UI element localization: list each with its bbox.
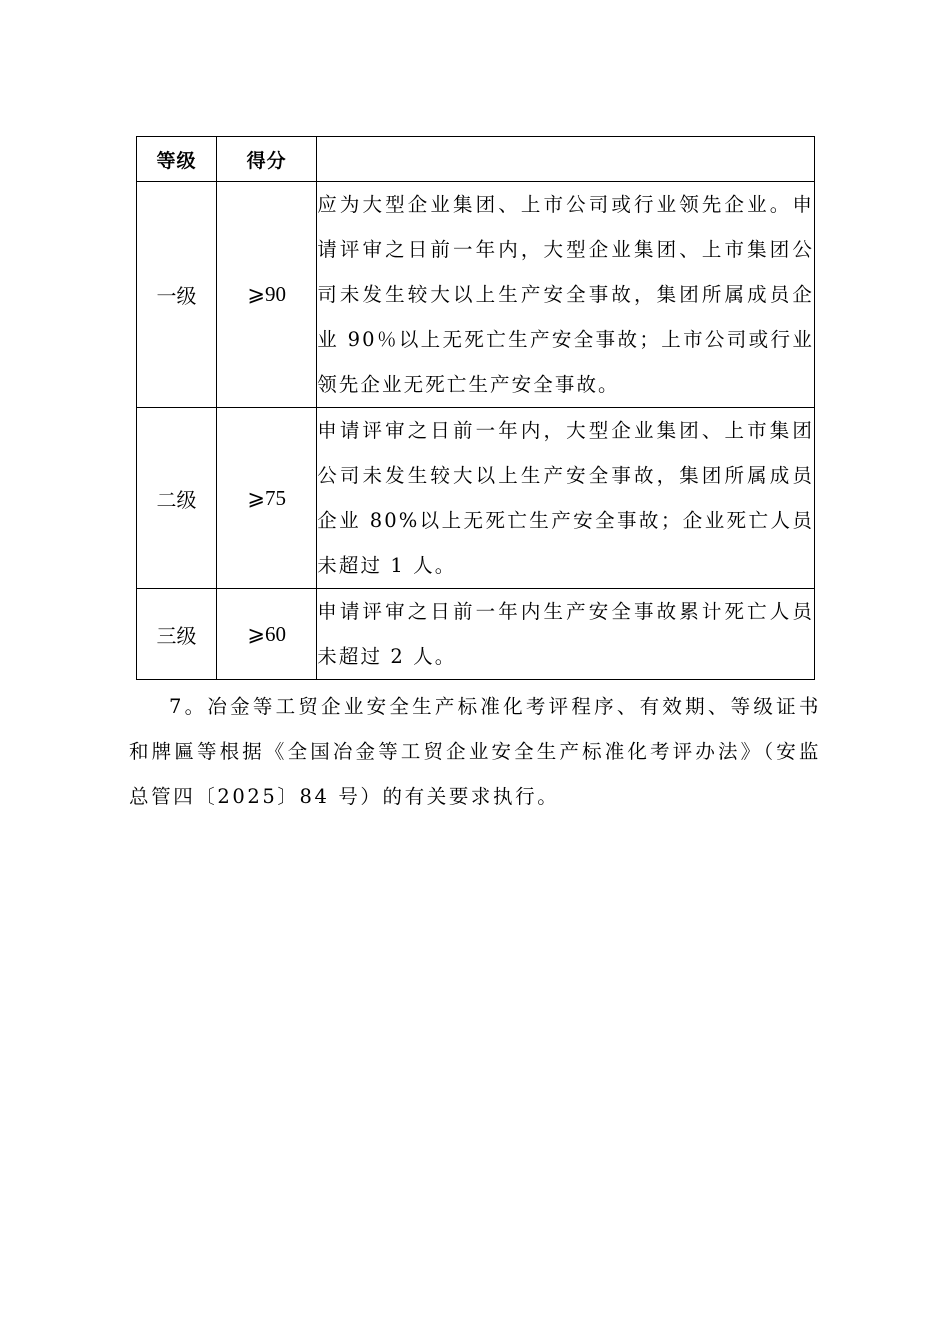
table-row xyxy=(137,182,815,408)
grade-table xyxy=(136,136,815,680)
score-cell xyxy=(217,589,317,680)
score-value: ⩾75 xyxy=(247,485,286,510)
requirement-cell xyxy=(317,589,815,680)
score-value: ⩾90 xyxy=(247,282,286,306)
score-value: ⩾60 xyxy=(247,621,286,646)
score-cell xyxy=(217,408,317,589)
header-level: 等级 xyxy=(137,137,217,182)
table-header-row xyxy=(137,137,815,182)
requirement-cell xyxy=(317,408,815,589)
header-score: 得分 xyxy=(217,137,317,182)
body-paragraph: 7。冶金等工贸企业安全生产标准化考评程序、有效期、等级证书和牌匾等根据《全国冶金等工贸企业安全生产标准化考评办法》（安监总管四〔2025〕84 号）的有关要求执行。 xyxy=(129,695,821,808)
level-cell: 三级 xyxy=(137,589,217,680)
requirement-text: 申请评审之日前一年内，大型企业集团、上市集团公司未发生较大以上生产安全事故，集团所属成员企业 80%以上无死亡生产安全事故；企业死亡人员未超过 1 人。 xyxy=(317,419,814,577)
requirement-text: 申请评审之日前一年内生产安全事故累计死亡人员未超过 2 人。 xyxy=(317,600,814,668)
level-cell: 一级 xyxy=(137,182,217,408)
table-row xyxy=(137,589,815,680)
header-requirement xyxy=(317,137,815,182)
score-cell xyxy=(217,182,317,408)
requirement-text: 应为大型企业集团、上市公司或行业领先企业。申请评审之日前一年内，大型企业集团、上市集团公司未发生较大以上生产安全事故，集团所属成员企业 90％以上无死亡生产安全事故；上市公司或行业领先企业无死亡生产安全事故。 xyxy=(317,193,814,396)
level-cell: 二级 xyxy=(137,408,217,589)
requirement-cell xyxy=(317,182,815,408)
table-row xyxy=(137,408,815,589)
